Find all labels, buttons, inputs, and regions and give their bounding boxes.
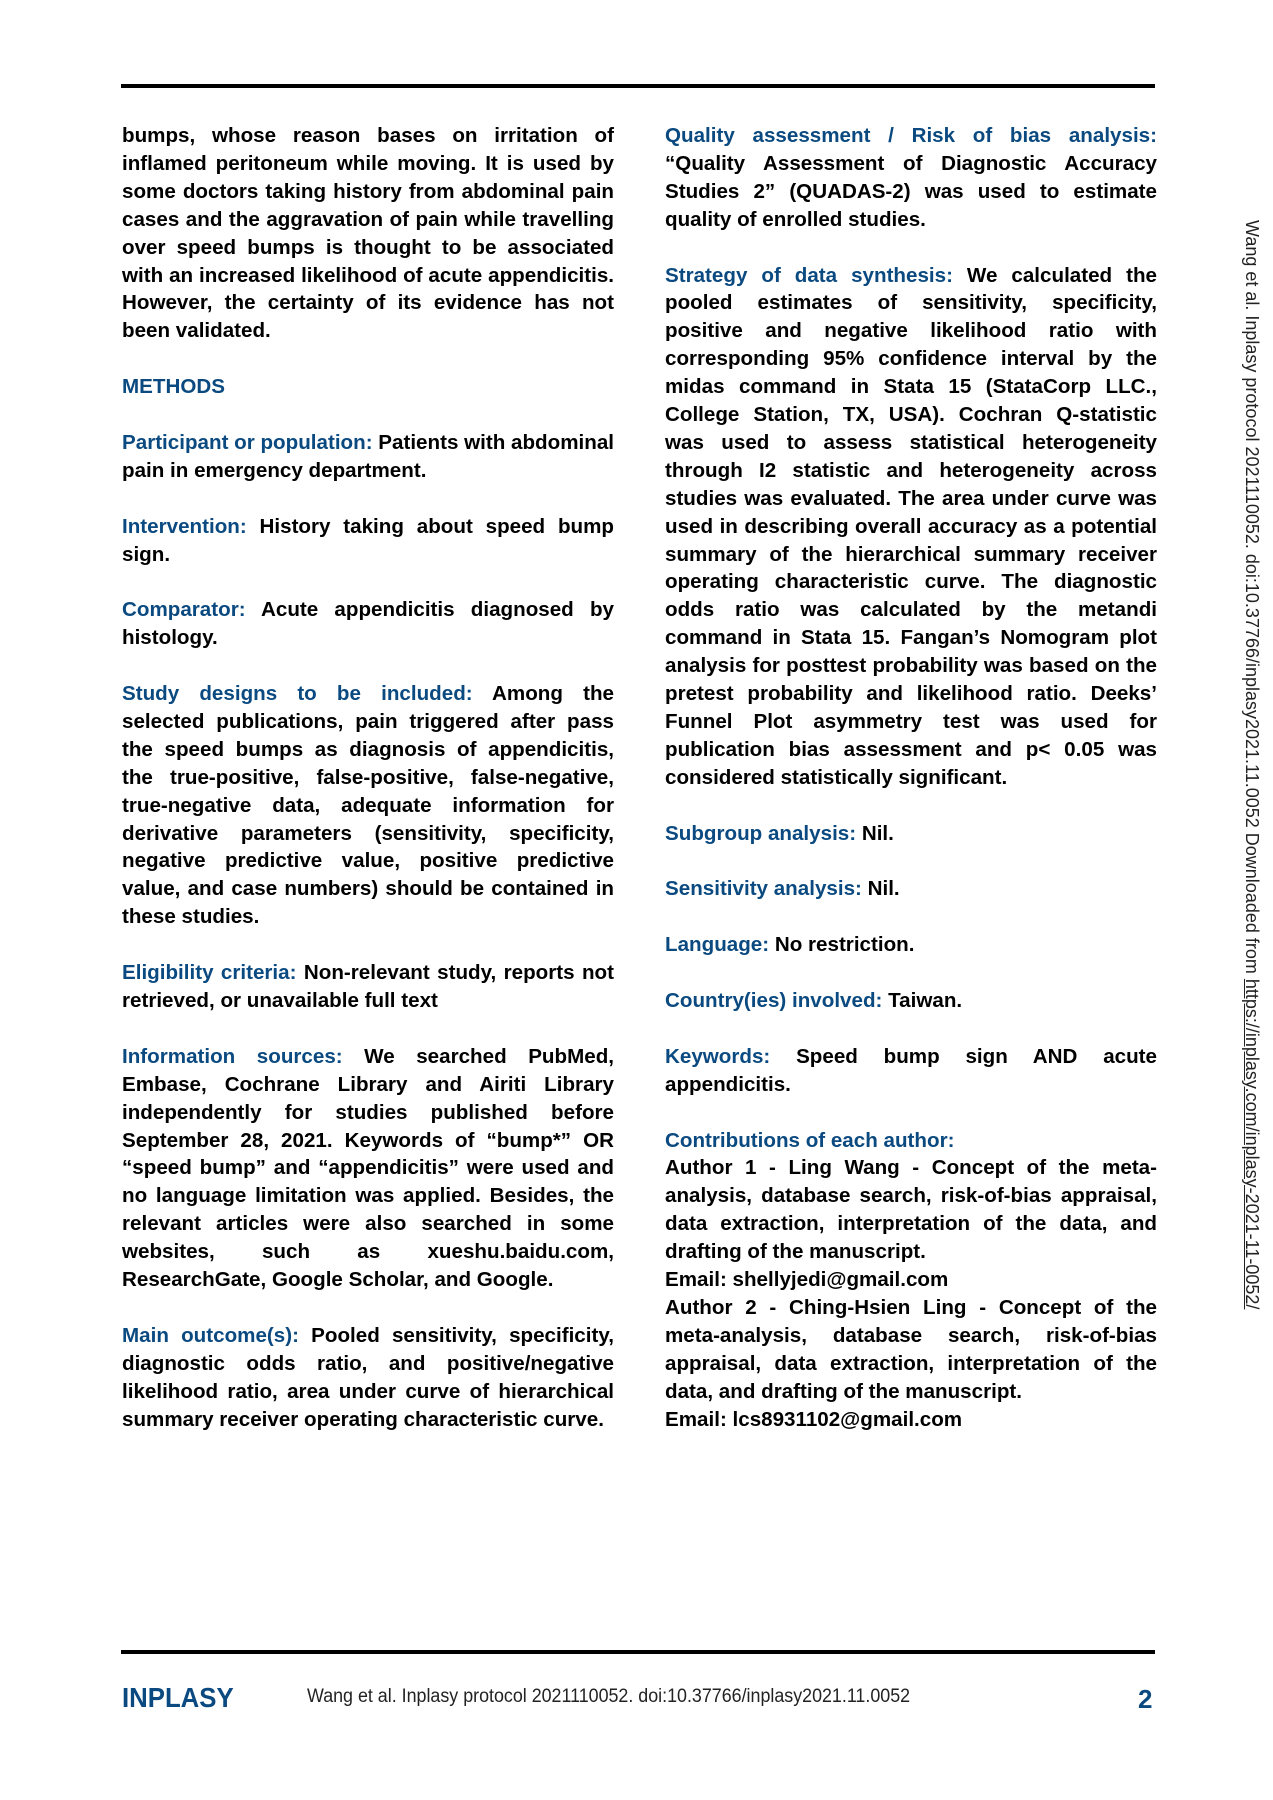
page-number: 2 (1138, 1684, 1153, 1714)
intro-paragraph: bumps, whose reason bases on irritation of inflamed peritoneum while moving. It is used by some doctors taking history from abdominal pain cases and the aggravation of pain while travelling over speed bumps is thought to be associated with an increased likelihood of acute appendicitis. However, the certainty of its evidence has not been validated. (122, 124, 614, 343)
section-data-synthesis (665, 262, 1157, 792)
author-1-email: Email: shellyjedi@gmail.com (665, 1268, 949, 1292)
section-label: Keywords: (665, 1044, 771, 1068)
section-comparator (122, 596, 614, 652)
author-2-email: Email: lcs8931102@gmail.com (665, 1407, 963, 1431)
section-label: Eligibility criteria: (122, 961, 297, 985)
section-label: Sensitivity analysis: (665, 877, 862, 901)
section-subgroup-analysis (665, 820, 1157, 848)
section-label: Contributions of each author: (665, 1128, 955, 1152)
section-label: Comparator: (122, 598, 246, 622)
section-label: Information sources: (122, 1044, 343, 1068)
section-text: “Quality Assessment of Diagnostic Accuracy Studies 2” (QUADAS-2) was used to estimate quality of enrolled studies. (665, 151, 1157, 231)
section-language (665, 931, 1157, 959)
section-text: Non-relevant study, reports not retrieved, or unavailable full text (122, 961, 614, 1012)
section-label: Intervention: (122, 514, 247, 538)
left-column (122, 122, 614, 1433)
section-text: Nil. (861, 877, 900, 901)
download-link[interactable]: https://inplasy.com/inplasy-2021-11-0052/ (1242, 978, 1262, 1310)
section-text: Patients with abdominal pain in emergency department. (122, 430, 614, 482)
section-information-sources (122, 1043, 614, 1294)
section-label: Language: (665, 933, 770, 957)
section-intervention (122, 513, 614, 569)
footer-rule (121, 1650, 1155, 1654)
section-label: Main outcome(s): (122, 1323, 299, 1347)
section-label: Strategy of data synthesis: (665, 263, 953, 287)
section-text: Nil. (856, 821, 894, 845)
section-contributions (665, 1127, 1157, 1434)
section-label: Subgroup analysis: (665, 821, 857, 845)
section-text: Taiwan. (882, 989, 963, 1013)
section-text: No restriction. (769, 933, 915, 957)
side-download-note (1241, 220, 1262, 1309)
section-study-designs (122, 680, 614, 931)
author-2-contribution: Author 2 - Ching-Hsien Ling - Concept of the meta-analysis, database search, risk-of-bias appraisal, data extraction, interpretation of the data, and drafting of the manuscript. (665, 1295, 1157, 1403)
author-1-contribution: Author 1 - Ling Wang - Concept of the meta-analysis, database search, risk-of-bias appraisal, data extraction, interpretation of the data, and drafting of the manuscript. (665, 1156, 1157, 1264)
methods-heading: METHODS (122, 375, 225, 399)
header-rule (121, 84, 1155, 88)
section-sensitivity-analysis (665, 875, 1157, 903)
side-note-text: Wang et al. Inplasy protocol 2021110052. doi:10.37766/inplasy2021.11.0052 Downloaded from (1242, 220, 1262, 979)
section-text: We calculated the pooled estimates of sensitivity, specificity, positive and negative likelihood ratio with corresponding 95% confidence interval by the midas command in Stata 15 (StataCorp LLC., College Station, TX, USA). Cochran Q-statistic was used to assess statistical heterogeneity through I2 statistic and heterogeneity across studies was evaluated. The area under curve was used in describing overall accuracy as a potential summary of the hierarchical summary receiver operating characteristic curve. The diagnostic odds ratio was calculated by the metandi command in Stata 15. Fangan’s Nomogram plot analysis for posttest probability was based on the pretest probability and likelihood ratio. Deeks’ Funnel Plot asymmetry test was used for publication bias assessment and p< 0.05 was considered statistically significant. (665, 263, 1157, 789)
right-column (665, 122, 1157, 1433)
section-text: Pooled sensitivity, specificity, diagnostic odds ratio, and positive/negative likelihood ratio, area under curve of hierarchical summary receiver operating characteristic curve. (122, 1323, 614, 1431)
section-text: History taking about speed bump sign. (122, 514, 614, 566)
section-eligibility (122, 959, 614, 1015)
section-label: Study designs to be included: (122, 682, 473, 706)
section-main-outcomes (122, 1322, 614, 1434)
section-quality-assessment (665, 122, 1157, 234)
section-text: Acute appendicitis diagnosed by histology. (122, 598, 614, 650)
section-countries (665, 987, 1157, 1015)
section-text: Speed bump sign AND acute appendicitis. (665, 1044, 1157, 1096)
section-label: Country(ies) involved: (665, 989, 883, 1013)
section-label: Participant or population: (122, 430, 373, 454)
footer-citation: Wang et al. Inplasy protocol 2021110052. doi:10.37766/inplasy2021.11.0052 (307, 1686, 911, 1707)
section-keywords (665, 1043, 1157, 1099)
section-label: Quality assessment / Risk of bias analysis: (665, 124, 1157, 147)
section-text: Among the selected publications, pain triggered after pass the speed bumps as diagnosis of appendicitis, the true-positive, false-positive, false-negative, true-negative data, adequate information for derivative parameters (sensitivity, specificity, negative predictive value, positive predictive value, and case numbers) should be contained in these studies. (122, 682, 614, 929)
section-text: We searched PubMed, Embase, Cochrane Library and Airiti Library independently for studies published before September 28, 2021. Keywords of “bump*” OR “speed bump” and “appendicitis” were used and no language limitation was applied. Besides, the relevant articles were also searched in some websites, such as xueshu.baidu.com, ResearchGate, Google Scholar, and Google. (122, 1044, 614, 1292)
journal-brand-logo: INPLASY (122, 1682, 234, 1713)
section-participants (122, 429, 614, 485)
